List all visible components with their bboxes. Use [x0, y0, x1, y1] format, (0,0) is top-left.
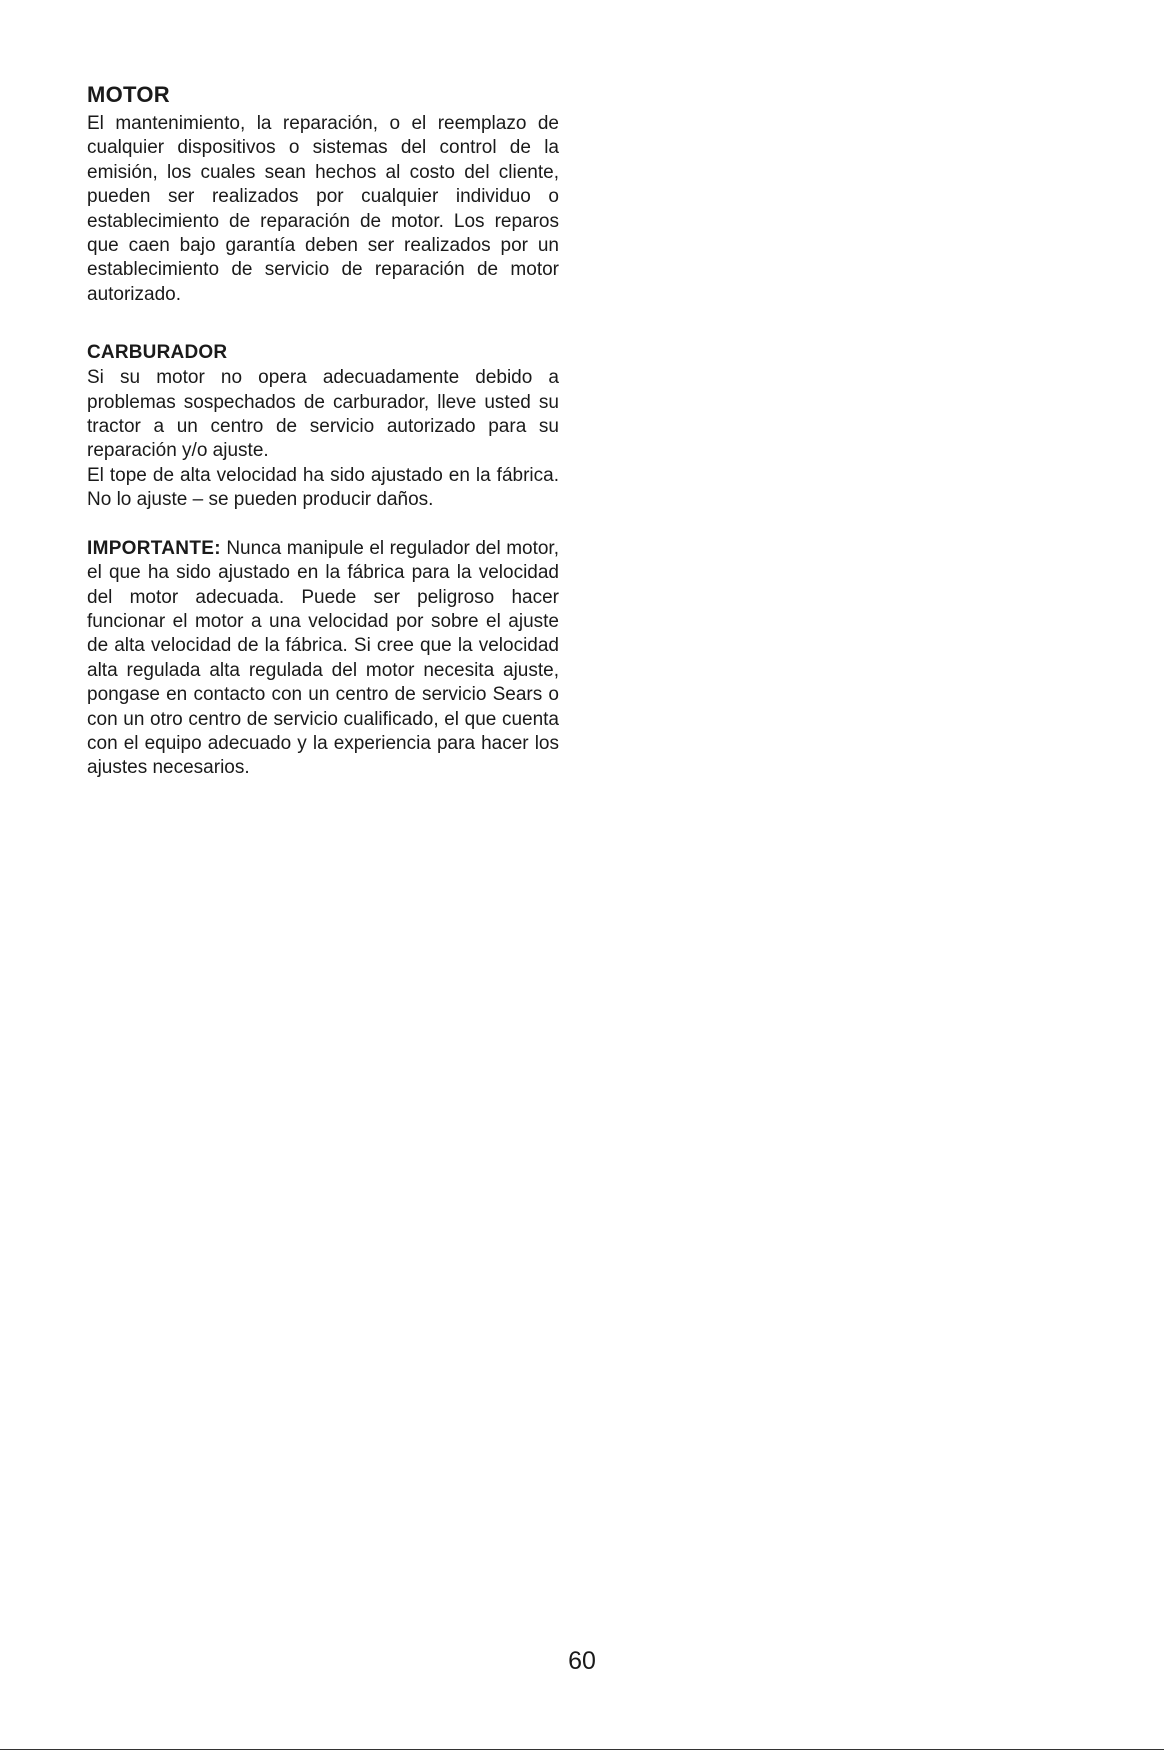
section-spacer	[87, 513, 559, 537]
motor-paragraph: El mantenimiento, la reparación, o el reemplazo de cualquier dispositivos o sistemas del control de la emisión, los cuales sean hechos al costo del cliente, pueden ser realizados por cualquier individuo o establecimiento de reparación de motor. Los reparos que caen bajo garantía deben ser realizados por un establecimiento de servicio de reparación de motor autorizado.	[87, 113, 559, 305]
carburador-section	[87, 341, 559, 512]
carburador-paragraph-1: Si su motor no opera adecuadamente debido a problemas sospechados de carburador, lleve usted su tractor a un centro de servicio autorizado para su reparación y/o ajuste.	[87, 367, 559, 462]
importante-paragraph	[87, 537, 559, 781]
motor-heading: MOTOR	[87, 82, 170, 107]
text-column	[87, 82, 559, 781]
carburador-heading: CARBURADOR	[87, 342, 228, 364]
importante-text: Nunca manipule el regulador del motor, el que ha sido ajustado en la fábrica para la velocidad del motor adecuada. Puede ser peligroso hacer funcionar el motor a una velocidad por sobre el ajuste de alta velocidad de la fábrica. Si cree que la velocidad alta regulada alta regulada del motor necesita ajuste, pongase en contacto con un centro de servicio Sears o con un otro centro de servicio cualificado, el que cuenta con el equipo adecuado y la experiencia para hacer los ajustes necesarios.	[87, 537, 559, 779]
bottom-rule	[0, 1749, 1164, 1750]
motor-section	[87, 82, 559, 307]
page-number: 60	[568, 1647, 596, 1675]
importante-label: IMPORTANTE:	[87, 537, 221, 559]
importante-section	[87, 537, 559, 781]
carburador-paragraph-2: El tope de alta velocidad ha sido ajustado en la fábrica. No lo ajuste – se pueden producir daños.	[87, 464, 559, 511]
section-spacer	[87, 307, 559, 341]
